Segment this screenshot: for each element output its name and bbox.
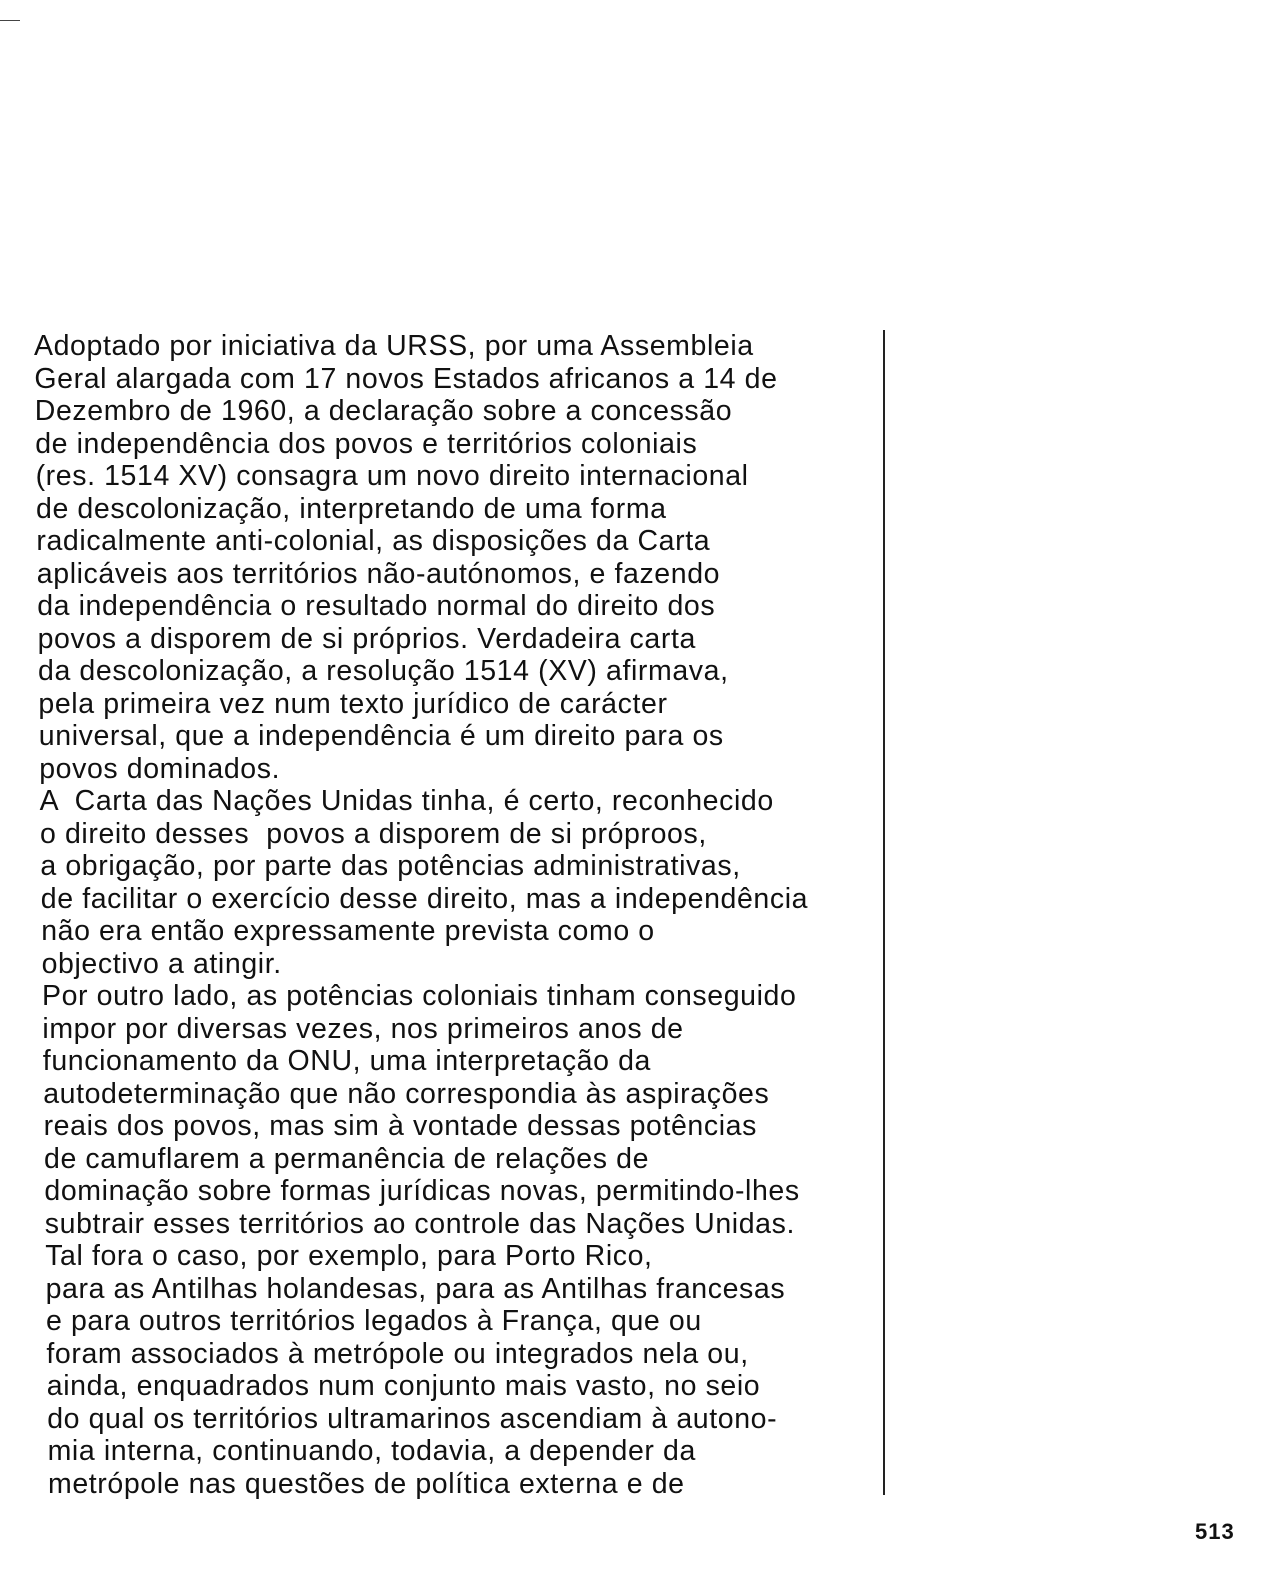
- text-line: dominação sobre formas jurídicas novas, permitindo-lhes: [44, 1175, 800, 1207]
- text-line: da descolonização, a resolução 1514 (XV) afirmava,: [38, 655, 729, 687]
- text-line: universal, que a independência é um direito para os: [38, 720, 724, 752]
- text-line: mia interna, continuando, todavia, a depender da: [47, 1435, 696, 1467]
- text-line: reais dos povos, mas sim à vontade dessas potências: [43, 1110, 757, 1142]
- text-line: impor por diversas vezes, nos primeiros anos de: [42, 1012, 684, 1045]
- text-line: povos a disporem de si próprios. Verdadeira carta: [37, 622, 696, 655]
- text-line: subtrair esses territórios ao controle das Nações Unidas.: [44, 1207, 795, 1240]
- text-line: de descolonização, interpretando de uma forma: [36, 492, 667, 525]
- text-line: Dezembro de 1960, a declaração sobre a concessão: [34, 395, 733, 427]
- text-line: de camuflarem a permanência de relações de: [44, 1142, 650, 1175]
- text-line: radicalmente anti-colonial, as disposições da Carta: [36, 525, 711, 557]
- margin-rule: [883, 330, 885, 1495]
- text-line: Adoptado por iniciativa da URSS, por uma Assembleia: [34, 330, 754, 362]
- text-line: da independência o resultado normal do direito dos: [37, 590, 716, 622]
- text-line: para as Antilhas holandesas, para as Antilhas francesas: [45, 1272, 786, 1305]
- text-line: o direito desses povos a disporem de si próproos,: [40, 817, 707, 850]
- text-line: (res. 1514 XV) consagra um novo direito internacional: [35, 460, 749, 492]
- text-line: não era então expressamente prevista como o: [41, 915, 655, 947]
- text-line: metrópole nas questões de política externa e de: [48, 1467, 685, 1500]
- text-line: Geral alargada com 17 novos Estados africanos a 14 de: [34, 362, 778, 395]
- text-line: funcionamento da ONU, uma interpretação da: [42, 1045, 651, 1077]
- text-line: Por outro lado, as potências coloniais tinham conseguido: [42, 980, 797, 1012]
- text-line: de independência dos povos e territórios coloniais: [35, 427, 698, 460]
- text-line: objectivo a atingir.: [41, 947, 282, 980]
- page-number: 513: [1195, 1519, 1235, 1544]
- text-line: aplicáveis aos territórios não-autónomos, e fazendo: [36, 557, 721, 590]
- text-line: A Carta das Nações Unidas tinha, é certo, reconhecido: [39, 785, 774, 817]
- text-line: de facilitar o exercício desse direito, mas a independência: [40, 882, 809, 915]
- text-line: ainda, enquadrados num conjunto mais vasto, no seio: [46, 1370, 761, 1402]
- text-line: Tal fora o caso, por exemplo, para Porto Rico,: [45, 1240, 653, 1272]
- text-line: pela primeira vez num texto jurídico de carácter: [38, 687, 668, 720]
- text-line: povos dominados.: [39, 752, 281, 785]
- text-line: e para outros territórios legados à França, que ou: [46, 1305, 702, 1337]
- text-line: do qual os territórios ultramarinos ascendiam à autono-: [47, 1402, 778, 1435]
- text-line: foram associados à metrópole ou integrados nela ou,: [46, 1337, 749, 1370]
- text-line: autodeterminação que não correspondia às aspirações: [43, 1077, 770, 1110]
- text-line: a obrigação, por parte das potências administrativas,: [40, 850, 741, 882]
- scan-artifact-mark: [0, 20, 20, 21]
